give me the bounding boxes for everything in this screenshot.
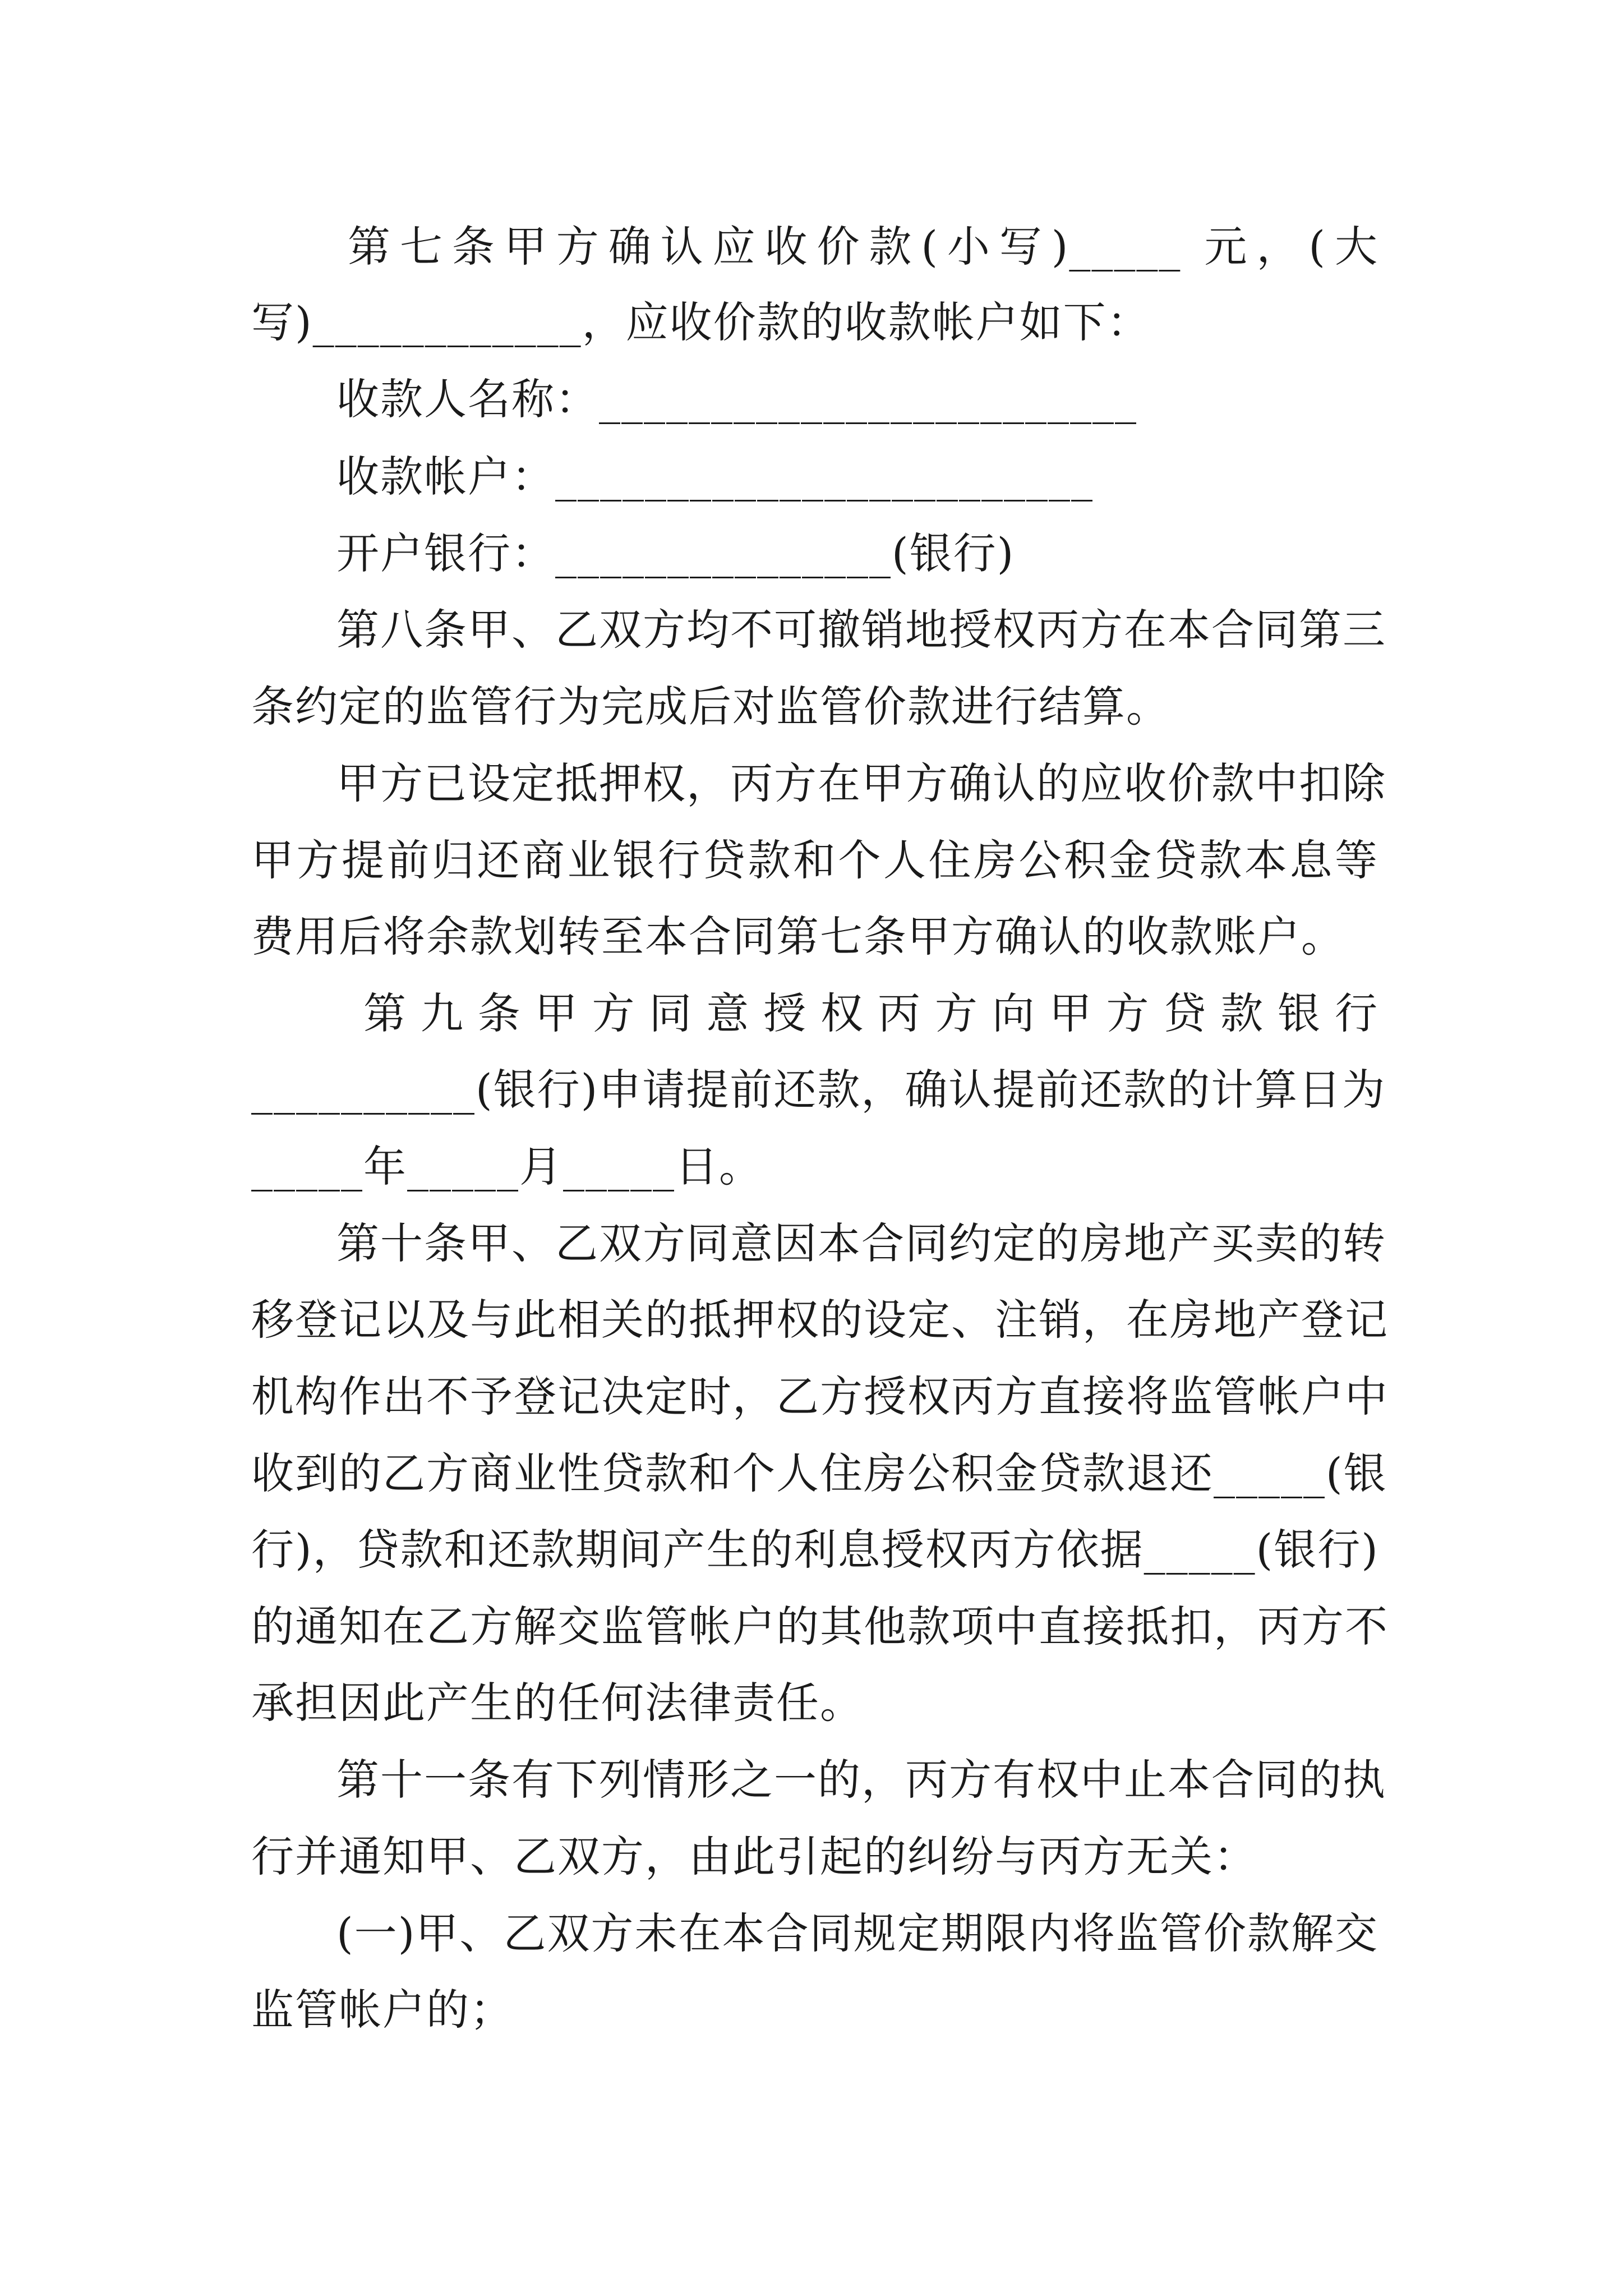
article-9-line-3: _____年_____月_____日。 [251, 1142, 763, 1191]
article-7-line-2: 写)____________，应收价款的收款帐户如下： [251, 297, 1151, 347]
article-7-line-1: 第七条甲方确认应收价款(小写)_____ 元，(大 [348, 222, 1378, 272]
article-9-line-1: 第九条甲方同意授权丙方向甲方贷款银行 [363, 988, 1378, 1038]
mortgage-para-line-1: 甲方已设定抵押权，丙方在甲方确认的应收价款中扣除 [336, 758, 1386, 808]
opening-bank-line: 开户银行：_______________(银行) [336, 528, 1015, 578]
article-10-line-7: 承担因此产生的任何法律责任。 [251, 1678, 864, 1728]
article-11-line-1: 第十一条有下列情形之一的，丙方有权中止本合同的执 [336, 1755, 1386, 1805]
article-11-line-2: 行并通知甲、乙双方，由此引起的纠纷与丙方无关： [251, 1832, 1257, 1881]
article-8-line-1: 第八条甲、乙双方均不可撤销地授权丙方在本合同第三 [336, 605, 1386, 655]
article-10-line-3: 机构作出不予登记决定时，乙方授权丙方直接将监管帐户中 [251, 1372, 1389, 1421]
article-9-line-2: __________(银行)申请提前还款，确认提前还款的计算日为 [251, 1065, 1386, 1115]
clause-1-line-2: 监管帐户的； [251, 1985, 514, 2035]
article-10-line-1: 第十条甲、乙双方同意因本合同约定的房地产买卖的转 [336, 1218, 1386, 1268]
article-10-line-5: 行)，贷款和还款期间产生的利息授权丙方依据_____(银行) [251, 1525, 1379, 1575]
mortgage-para-line-3: 费用后将余款划转至本合同第七条甲方确认的收款账户。 [251, 912, 1345, 961]
payee-name-line: 收款人名称：________________________ [336, 374, 1137, 424]
article-8-line-2: 条约定的监管行为完成后对监管价款进行结算。 [251, 682, 1170, 731]
mortgage-para-line-2: 甲方提前归还商业银行贷款和个人住房公积金贷款本息等 [251, 835, 1378, 885]
payee-account-line: 收款帐户：________________________ [336, 452, 1094, 501]
clause-1-line-1: (一)甲、乙双方未在本合同规定期限内将监管价款解交 [336, 1908, 1378, 1958]
article-10-line-4: 收到的乙方商业性贷款和个人住房公积金贷款退还_____(银 [251, 1448, 1387, 1498]
article-10-line-2: 移登记以及与此相关的抵押权的设定、注销，在房地产登记 [251, 1295, 1389, 1345]
article-10-line-6: 的通知在乙方解交监管帐户的其他款项中直接抵扣，丙方不 [251, 1602, 1389, 1651]
